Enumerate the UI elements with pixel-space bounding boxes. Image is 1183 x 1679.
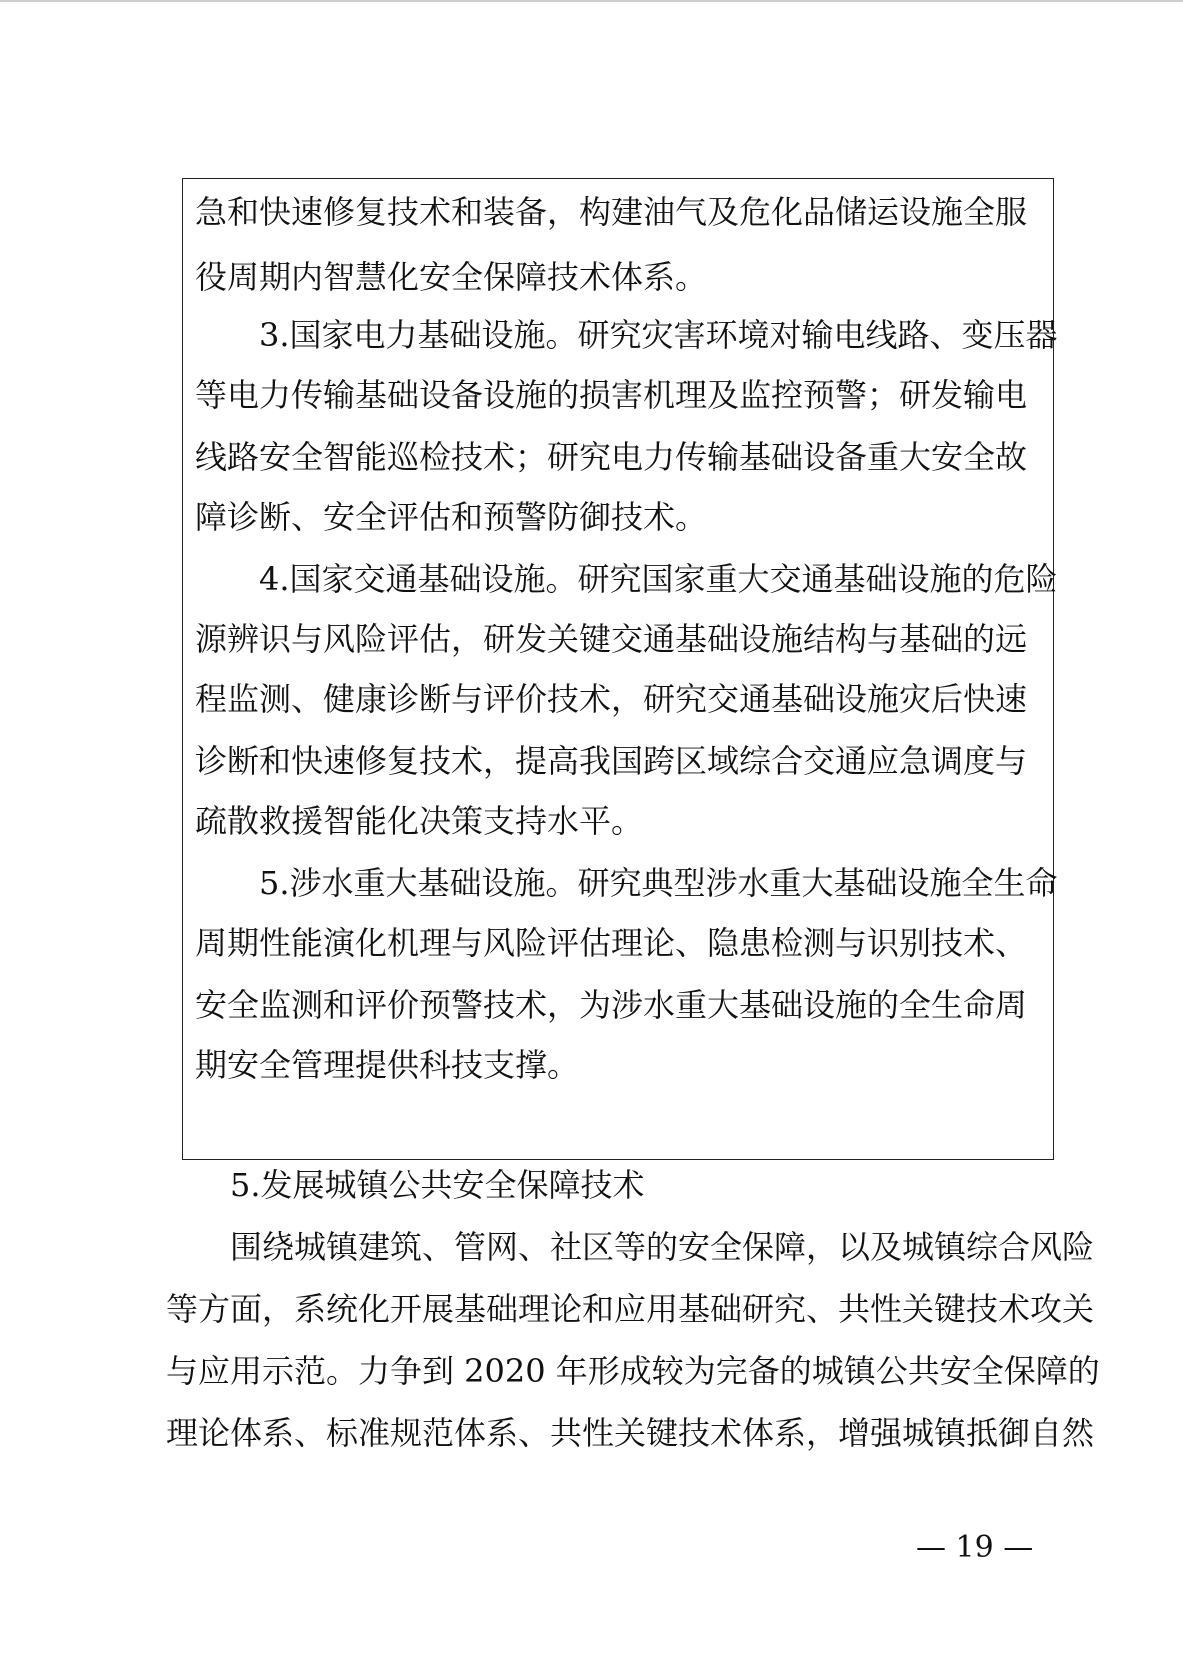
body-line: 理论体系、标准规范体系、共性关键技术体系，增强城镇抵御自然 xyxy=(166,1414,1095,1452)
box-paragraph-start: 4.国家交通基础设施。研究国家重大交通基础设施的危险 xyxy=(259,560,1058,598)
box-line: 役周期内智慧化安全保障技术体系。 xyxy=(195,258,708,296)
box-line: 程监测、健康诊断与评价技术，研究交通基础设施灾后快速 xyxy=(195,680,1028,718)
box-line: 线路安全智能巡检技术；研究电力传输基础设备重大安全故 xyxy=(195,438,1028,476)
body-line: 与应用示范。力争到 2020 年形成较为完备的城镇公共安全保障的 xyxy=(166,1352,1100,1390)
box-line: 障诊断、安全评估和预警防御技术。 xyxy=(195,498,708,536)
box-line: 急和快速修复技术和装备，构建油气及危化品储运设施全服 xyxy=(195,193,1028,231)
body-line: 等方面，系统化开展基础理论和应用基础研究、共性关键技术攻关 xyxy=(166,1290,1095,1328)
box-paragraph-start: 5.涉水重大基础设施。研究典型涉水重大基础设施全生命 xyxy=(259,864,1058,902)
box-line: 诊断和快速修复技术，提高我国跨区域综合交通应急调度与 xyxy=(195,742,1028,780)
box-line: 疏散救援智能化决策支持水平。 xyxy=(195,802,644,840)
section-heading: 5.发展城镇公共安全保障技术 xyxy=(230,1166,645,1204)
box-line: 等电力传输基础设备设施的损害机理及监控预警；研发输电 xyxy=(195,376,1028,414)
boxed-text-panel xyxy=(182,178,1058,1160)
box-line: 安全监测和评价预警技术，为涉水重大基础设施的全生命周 xyxy=(195,986,1028,1024)
box-line: 周期性能演化机理与风险评估理论、隐患检测与识别技术、 xyxy=(195,924,1028,962)
box-paragraph-start: 3.国家电力基础设施。研究灾害环境对输电线路、变压器 xyxy=(259,316,1058,354)
box-line: 源辨识与风险评估，研发关键交通基础设施结构与基础的远 xyxy=(195,620,1028,658)
body-paragraph-start: 围绕城镇建筑、管网、社区等的安全保障，以及城镇综合风险 xyxy=(230,1228,1095,1266)
page-number: — 19 — xyxy=(916,1530,1034,1565)
scan-top-edge xyxy=(0,0,1183,2)
box-line: 期安全管理提供科技支撑。 xyxy=(195,1046,580,1084)
